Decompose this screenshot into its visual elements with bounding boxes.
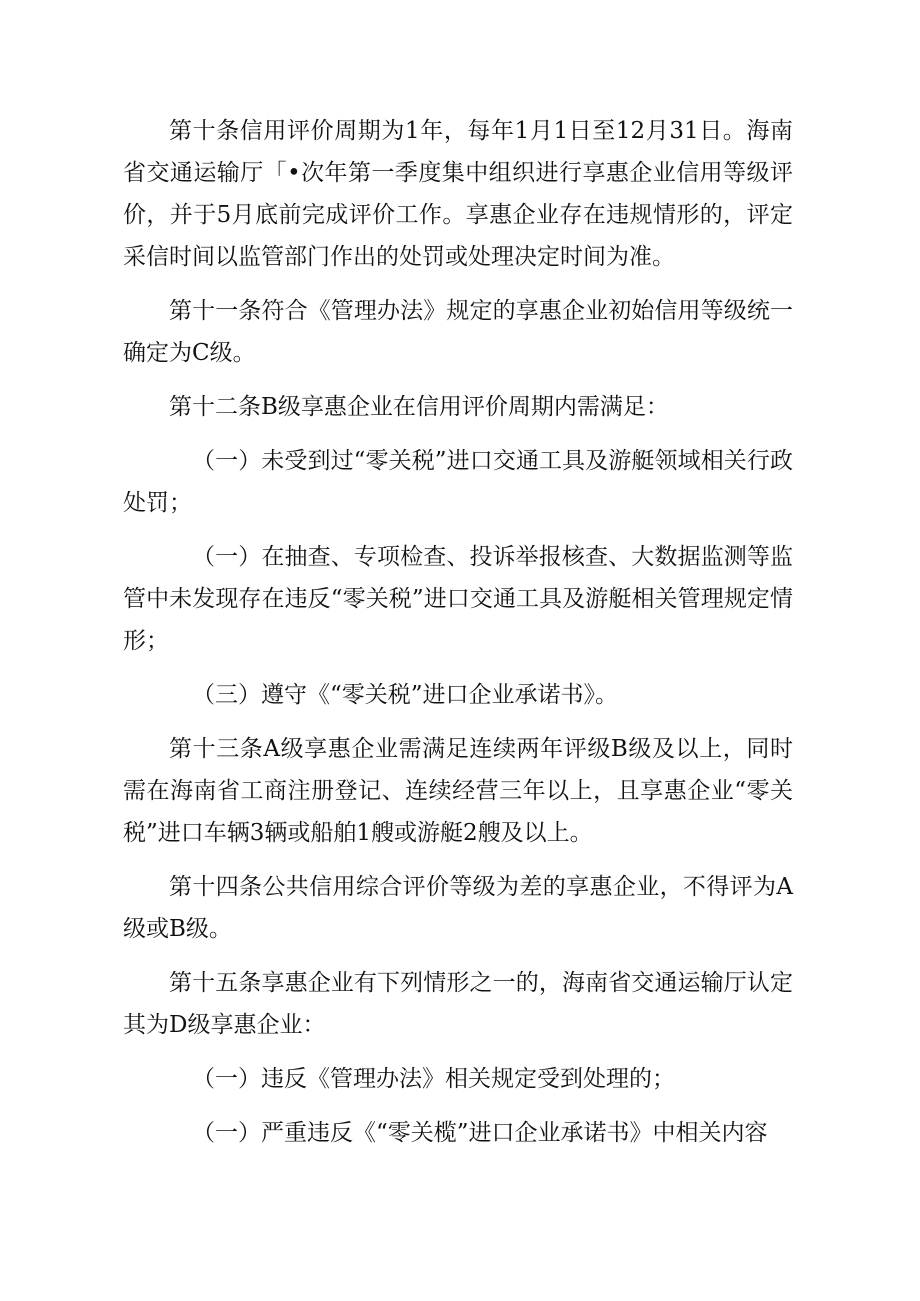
paragraph-article-12-item-2: （一）在抽查、专项检查、投诉举报核查、大数据监测等监管中未发现存在违反“零关税”进口交通工具及游艇相关管理规定情形； xyxy=(123,544,793,654)
paragraph-article-12-item-3: （三）遵守《“零关税”进口企业承诺书》。 xyxy=(192,682,619,708)
paragraph-article-15: 第十五条享惠企业有下列情形之一的，海南省交通运输厅认定其为D级享惠企业： xyxy=(123,970,793,1038)
paragraph-article-15-item-2: （一）严重违反《“零关榄”进口企业承诺书》中相关内容 xyxy=(192,1120,768,1146)
paragraph-article-14: 第十四条公共信用综合评价等级为差的享惠企业，不得评为A级或B级。 xyxy=(123,874,793,942)
paragraph-article-12: 第十二条B级享惠企业在信用评价周期内需满足： xyxy=(169,394,669,420)
paragraph-article-11: 第十一条符合《管理办法》规定的享惠企业初始信用等级统一确定为C级。 xyxy=(123,298,793,366)
document-body xyxy=(123,110,793,1166)
paragraph-article-15-item-1: （一）违反《管理办法》相关规定受到处理的； xyxy=(192,1066,675,1092)
paragraph-article-13: 第十三条A级享惠企业需满足连续两年评级B级及以上，同时需在海南省工商注册登记、连续经营三年以上，且享惠企业“零关税”进口车辆3辆或船舶1艘或游艇2艘及以上。 xyxy=(123,736,793,846)
paragraph-article-12-item-1: （一）未受到过“零关税”进口交通工具及游艇领域相关行政处罚； xyxy=(123,448,793,516)
paragraph-article-10: 第十条信用评价周期为1年，每年1月1日至12月31日。海南省交通运输厅「•次年第一季度集中组织进行享惠企业信用等级评价，并于5月底前完成评价工作。享惠企业存在违规情形的，评定采信时间以监管部门作出的处罚或处理决定时间为准。 xyxy=(123,118,793,270)
